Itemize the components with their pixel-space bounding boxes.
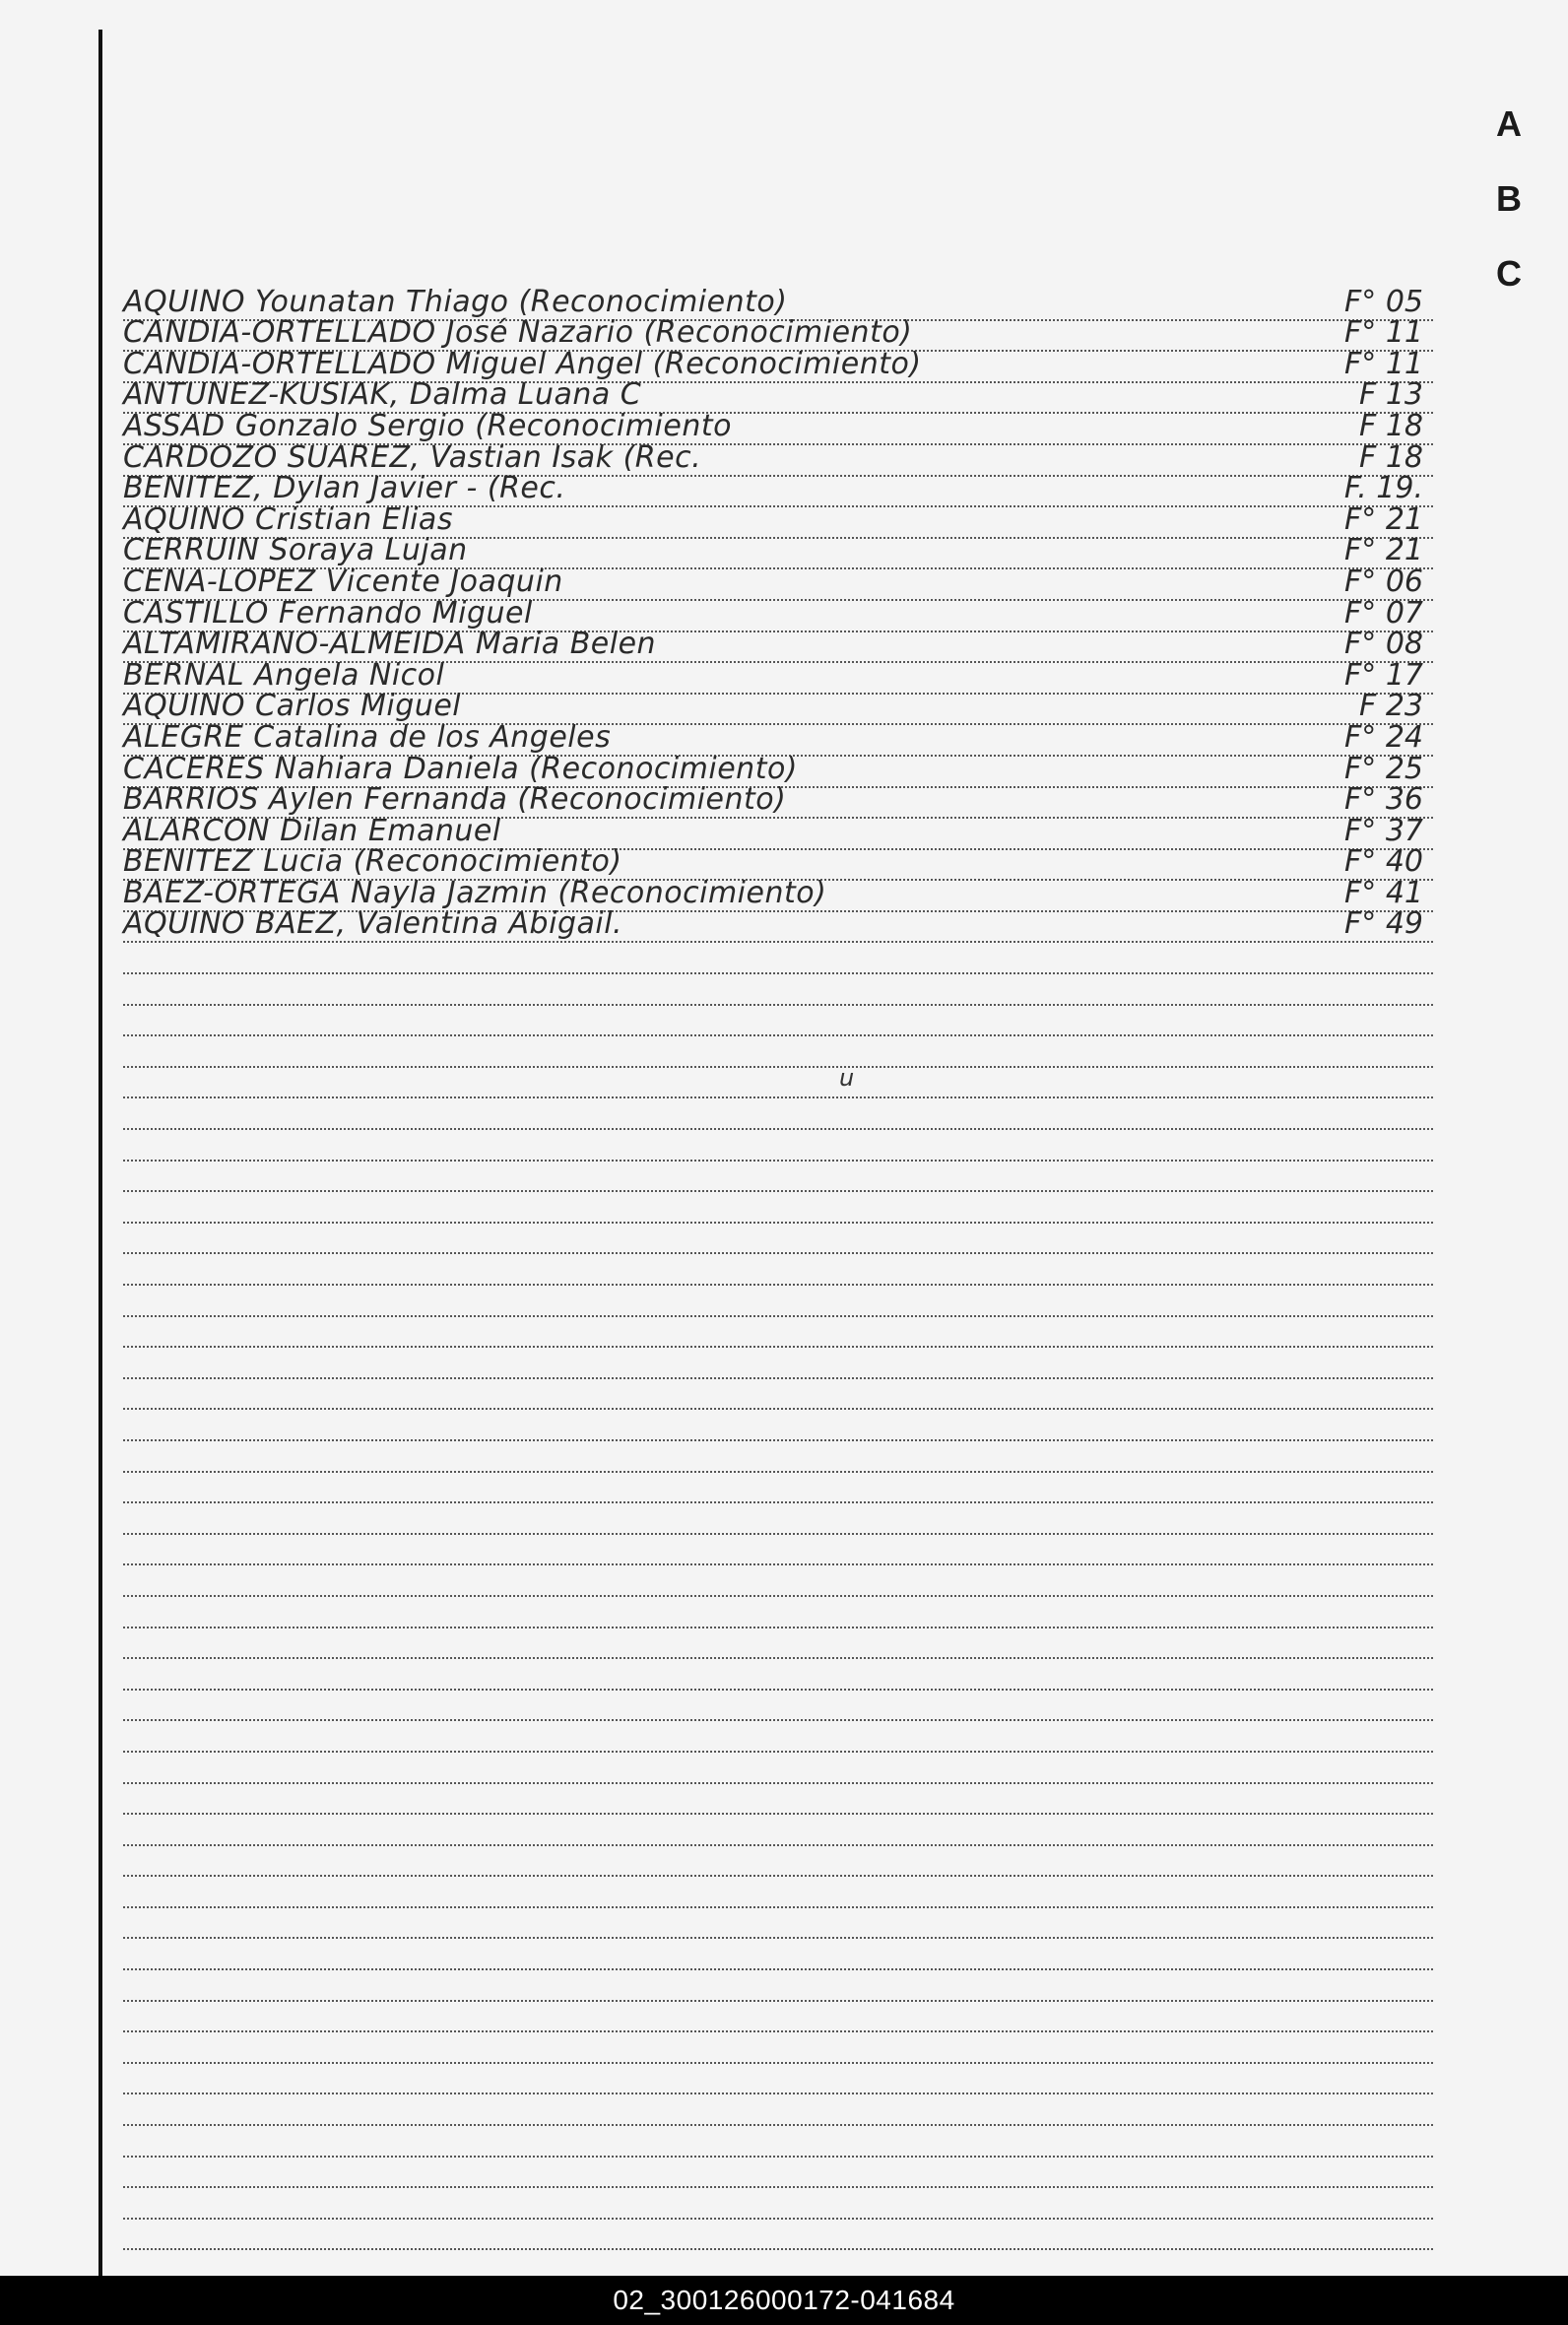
blank-ruled-line bbox=[123, 1877, 1433, 1908]
blank-ruled-line bbox=[123, 2158, 1433, 2189]
blank-ruled-line bbox=[123, 1473, 1433, 1504]
blank-ruled-line bbox=[123, 1130, 1433, 1162]
blank-ruled-line bbox=[123, 1815, 1433, 1846]
entry-folio: F° 36 bbox=[1344, 782, 1423, 818]
blank-ruled-line bbox=[123, 1691, 1433, 1722]
document-id: 02_300126000172-041684 bbox=[613, 2285, 955, 2315]
blank-ruled-line bbox=[123, 2032, 1433, 2064]
entry-name: AQUINO Carlos Miguel bbox=[123, 689, 462, 724]
entry-folio: F° 25 bbox=[1344, 751, 1423, 786]
blank-ruled-line bbox=[123, 2002, 1433, 2033]
entry-name: CARDOZO SUAREZ, Vastian Isak (Rec. bbox=[123, 439, 702, 475]
entry-folio: F° 08 bbox=[1344, 627, 1423, 662]
blank-ruled-line bbox=[123, 1098, 1433, 1130]
blank-ruled-line bbox=[123, 974, 1433, 1006]
blank-ruled-line bbox=[123, 1721, 1433, 1753]
blank-ruled-line bbox=[123, 1162, 1433, 1193]
blank-ruled-line bbox=[123, 1846, 1433, 1878]
entry-folio: F° 49 bbox=[1344, 906, 1423, 942]
blank-ruled-line bbox=[123, 1410, 1433, 1441]
index-letter-b: B bbox=[1496, 178, 1522, 219]
entry-name: ASSAD Gonzalo Sergio (Reconocimiento bbox=[123, 408, 732, 443]
entry-name: CASTILLO Fernando Miguel bbox=[123, 595, 533, 631]
blank-ruled-line bbox=[123, 1006, 1433, 1037]
footer-bar bbox=[0, 2276, 1568, 2325]
stray-handwritten-mark: u bbox=[839, 1064, 855, 1092]
entry-folio: F 18 bbox=[1359, 408, 1423, 443]
index-tabs bbox=[1489, 99, 1529, 323]
entry-name: ALEGRE Catalina de los Angeles bbox=[123, 719, 612, 755]
entry-name: BENITEZ Lucia (Reconocimiento) bbox=[123, 844, 622, 880]
blank-ruled-line bbox=[123, 1224, 1433, 1255]
blank-ruled-line bbox=[123, 1753, 1433, 1784]
ledger-entry bbox=[123, 906, 1433, 944]
entry-name: AQUINO Cristian Elias bbox=[123, 501, 453, 537]
blank-ruled-line bbox=[123, 1597, 1433, 1628]
blank-ruled-line bbox=[123, 1908, 1433, 1940]
blank-ruled-line bbox=[123, 2094, 1433, 2126]
ruled-lines bbox=[123, 284, 1433, 2250]
entry-folio: F° 37 bbox=[1344, 813, 1423, 848]
blank-ruled-line bbox=[123, 1441, 1433, 1473]
blank-ruled-line bbox=[123, 943, 1433, 974]
entry-name: CANDIA-ORTELLADO Miguel Angel (Reconocimiento) bbox=[123, 346, 922, 381]
entry-name: ALARCON Dilan Emanuel bbox=[123, 813, 501, 848]
entry-folio: F° 05 bbox=[1344, 284, 1423, 319]
entry-name: AQUINO BAEZ, Valentina Abigail. bbox=[123, 906, 623, 942]
blank-ruled-line bbox=[123, 2126, 1433, 2158]
entry-name: CERRUIN Soraya Lujan bbox=[123, 533, 468, 568]
blank-ruled-line bbox=[123, 2188, 1433, 2220]
entry-folio: F 13 bbox=[1359, 377, 1423, 413]
blank-ruled-line bbox=[123, 1628, 1433, 1660]
blank-ruled-line bbox=[123, 2064, 1433, 2095]
entry-folio: F° 21 bbox=[1344, 501, 1423, 537]
entry-name: CENA-LOPEZ Vicente Joaquin bbox=[123, 564, 563, 599]
blank-ruled-line bbox=[123, 1565, 1433, 1597]
entry-name: BAEZ-ORTEGA Nayla Jazmin (Reconocimiento) bbox=[123, 875, 827, 910]
blank-ruled-line bbox=[123, 1317, 1433, 1349]
entry-folio: F° 24 bbox=[1344, 719, 1423, 755]
blank-ruled-line bbox=[123, 1939, 1433, 1970]
blank-ruled-line bbox=[123, 1286, 1433, 1317]
entry-name: CACERES Nahiara Daniela (Reconocimiento) bbox=[123, 751, 799, 786]
blank-ruled-line bbox=[123, 1503, 1433, 1535]
entry-folio: F° 40 bbox=[1344, 844, 1423, 880]
entry-folio: F° 21 bbox=[1344, 533, 1423, 568]
entry-folio: F° 11 bbox=[1344, 315, 1423, 351]
margin-line bbox=[98, 30, 102, 2276]
entry-folio: F. 19. bbox=[1343, 471, 1423, 506]
blank-ruled-line bbox=[123, 1379, 1433, 1411]
entry-name: ANTUNEZ-KUSIAK, Dalma Luana C bbox=[123, 377, 642, 413]
entry-folio: F 18 bbox=[1359, 439, 1423, 475]
entry-folio: F 23 bbox=[1359, 689, 1423, 724]
blank-ruled-line bbox=[123, 1254, 1433, 1286]
entry-folio: F° 06 bbox=[1344, 564, 1423, 599]
entry-folio: F° 17 bbox=[1344, 657, 1423, 693]
entry-folio: F° 07 bbox=[1344, 595, 1423, 631]
blank-ruled-line bbox=[123, 1970, 1433, 2002]
blank-ruled-line bbox=[123, 1659, 1433, 1691]
blank-ruled-line bbox=[123, 1068, 1433, 1099]
blank-ruled-line bbox=[123, 1535, 1433, 1566]
entry-name: AQUINO Younatan Thiago (Reconocimiento) bbox=[123, 284, 788, 319]
index-letter-a: A bbox=[1496, 103, 1522, 144]
blank-ruled-line bbox=[123, 1036, 1433, 1068]
index-letter-c: C bbox=[1496, 253, 1522, 294]
entry-name: BENITEZ, Dylan Javier - (Rec. bbox=[123, 471, 566, 506]
entry-name: BERNAL Angela Nicol bbox=[123, 657, 445, 693]
blank-ruled-line bbox=[123, 1348, 1433, 1379]
blank-ruled-line bbox=[123, 1784, 1433, 1816]
entry-folio: F° 41 bbox=[1344, 875, 1423, 910]
entry-name: CANDIA-ORTELLADO José Nazario (Reconocimiento) bbox=[123, 315, 913, 351]
blank-ruled-line bbox=[123, 1192, 1433, 1224]
entry-name: ALTAMIRANO-ALMEIDA Maria Belen bbox=[123, 627, 657, 662]
entry-name: BARRIOS Aylen Fernanda (Reconocimiento) bbox=[123, 782, 787, 818]
blank-ruled-line bbox=[123, 2220, 1433, 2251]
entry-folio: F° 11 bbox=[1344, 346, 1423, 381]
